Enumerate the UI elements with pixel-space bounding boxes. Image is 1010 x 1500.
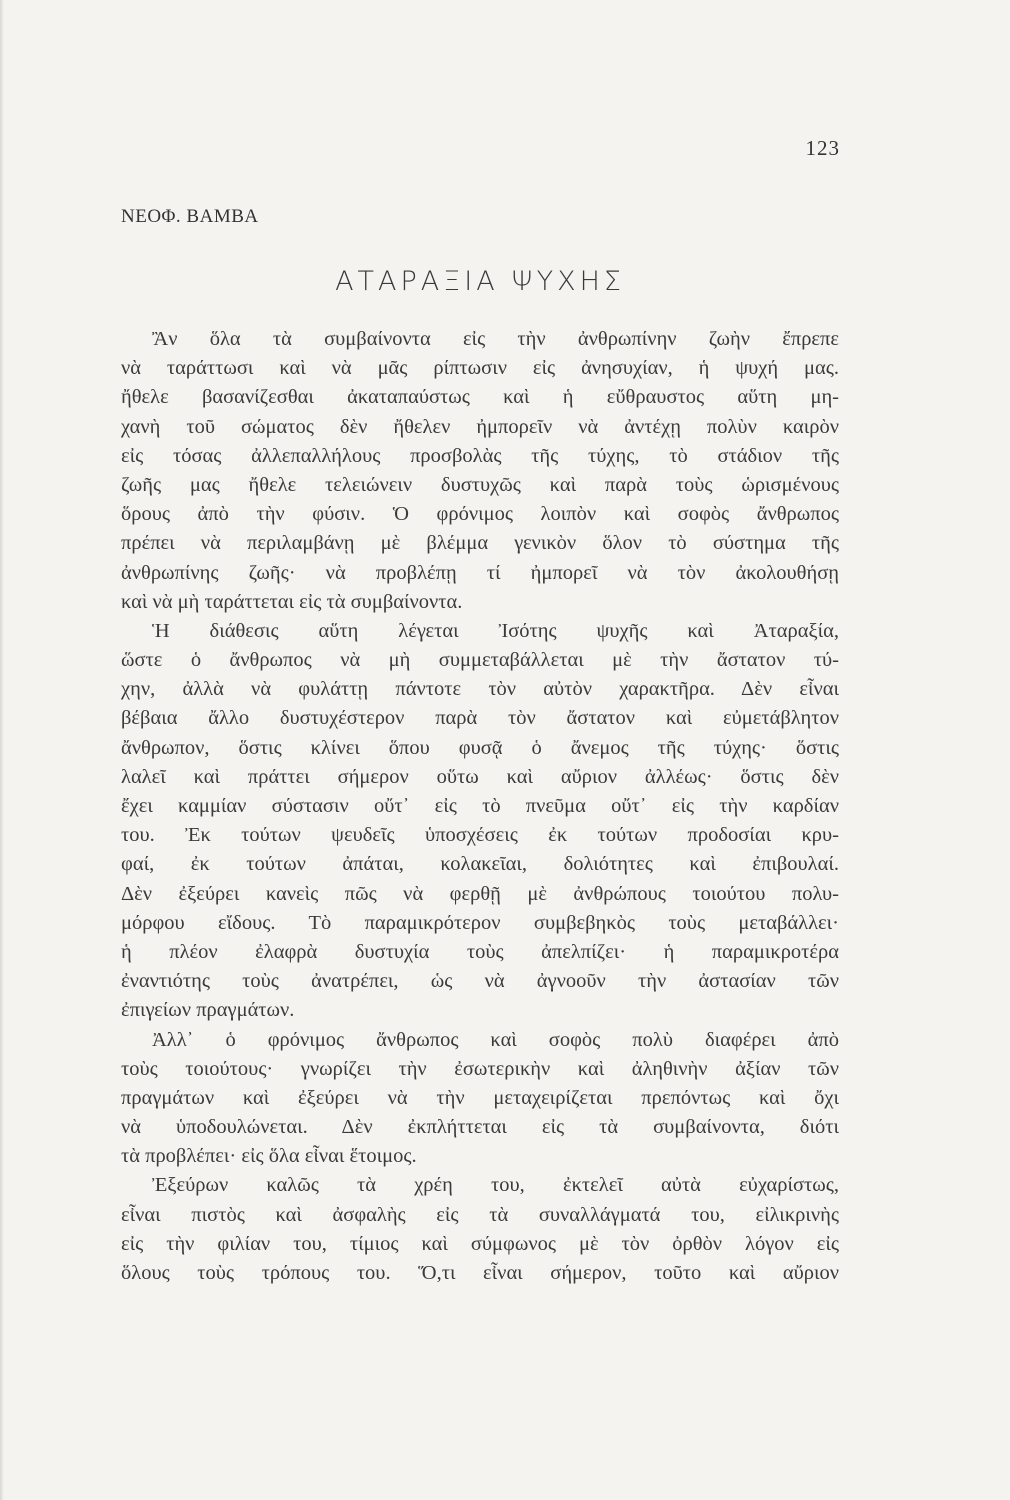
text-line: χην, ἀλλὰ νὰ φυλάττῃ πάντοτε τὸν αὐτὸν χαρακτῆρα. Δὲν εἶναι bbox=[121, 678, 839, 701]
text-line: Ἡ διάθεσις αὕτη λέγεται Ἰσότης ψυχῆς καὶ Ἀταραξία, bbox=[152, 619, 839, 642]
text-line: μόρφου εἴδους. Τὸ παραμικρότερον συμβεβηκὸς τοὺς μεταβάλλει· bbox=[121, 911, 839, 934]
author-name: ΝΕΟΦ. ΒΑΜΒΑ bbox=[121, 206, 259, 227]
text-line: ἀνθρωπίνης ζωῆς· νὰ προβλέπῃ τί ἠμπορεῖ νὰ τὸν ἀκολουθήσῃ bbox=[121, 561, 839, 584]
text-line: ἤθελε βασανίζεσθαι ἀκαταπαύστως καὶ ἡ εὔθραυστος αὕτη μη- bbox=[121, 386, 839, 409]
text-line: ζωῆς μας ἤθελε τελειώνειν δυστυχῶς καὶ παρὰ τοὺς ὡρισμένους bbox=[121, 473, 839, 496]
text-line: ἐπιγείων πραγμάτων. bbox=[121, 999, 295, 1022]
chapter-title: ΑΤΑΡΑΞΙΑ ΨΥΧΗΣ bbox=[335, 266, 625, 297]
text-line: φαί, ἐκ τούτων ἀπάται, κολακεῖαι, δολιότητες καὶ ἐπιβουλαί. bbox=[121, 853, 839, 876]
text-line: τὰ προβλέπει· εἰς ὅλα εἶναι ἕτοιμος. bbox=[121, 1145, 417, 1168]
text-line: λαλεῖ καὶ πράττει σήμερον οὕτω καὶ αὔριον ἀλλέως· ὅστις δὲν bbox=[121, 765, 839, 788]
text-line: ἔχει καμμίαν σύστασιν οὔτ᾽ εἰς τὸ πνεῦμα οὔτ᾽ εἰς τὴν καρδίαν bbox=[121, 795, 839, 817]
text-line: Ἂν ὅλα τὰ συμβαίνοντα εἰς τὴν ἀνθρωπίνην ζωὴν ἔπρεπε bbox=[152, 328, 839, 350]
text-line: πρέπει νὰ περιλαμβάνῃ μὲ βλέμμα γενικὸν ὅλον τὸ σύστημα τῆς bbox=[121, 532, 839, 555]
text-line: εἰς τόσας ἀλλεπαλλήλους προσβολὰς τῆς τύχης, τὸ στάδιον τῆς bbox=[121, 444, 839, 467]
page-edge bbox=[0, 0, 4, 1500]
text-line: ἄνθρωπον, ὅστις κλίνει ὅπου φυσᾷ ὁ ἄνεμος τῆς τύχης· ὅστις bbox=[121, 736, 839, 759]
text-line: νὰ ταράττωσι καὶ νὰ μᾶς ρίπτωσιν εἰς ἀνησυχίαν, ἡ ψυχή μας. bbox=[121, 357, 839, 380]
text-line: εἰς τὴν φιλίαν του, τίμιος καὶ σύμφωνος μὲ τὸν ὀρθὸν λόγον εἰς bbox=[121, 1232, 839, 1255]
body-text bbox=[121, 325, 839, 1288]
text-line: εἶναι πιστὸς καὶ ἀσφαλὴς εἰς τὰ συναλλάγματά του, εἰλικρινὴς bbox=[121, 1203, 839, 1226]
text-line: Δὲν ἐξεύρει κανεὶς πῶς νὰ φερθῇ μὲ ἀνθρώπους τοιούτου πολυ- bbox=[121, 882, 839, 905]
text-line: του. Ἐκ τούτων ψευδεῖς ὑποσχέσεις ἐκ τούτων προδοσίαι κρυ- bbox=[121, 824, 839, 847]
text-line: νὰ ὑποδουλώνεται. Δὲν ἐκπλήττεται εἰς τὰ συμβαίνοντα, διότι bbox=[121, 1116, 839, 1139]
text-line: ἐναντιότης τοὺς ἀνατρέπει, ὡς νὰ ἀγνοοῦν τὴν ἀστασίαν τῶν bbox=[121, 970, 839, 993]
text-line: πραγμάτων καὶ ἐξεύρει νὰ τὴν μεταχειρίζεται πρεπόντως καὶ ὄχι bbox=[121, 1086, 839, 1109]
text-line: τοὺς τοιούτους· γνωρίζει τὴν ἐσωτερικὴν καὶ ἀληθινὴν ἀξίαν τῶν bbox=[121, 1057, 839, 1080]
text-line: ὅλους τοὺς τρόπους του. Ὅ,τι εἶναι σήμερον, τοῦτο καὶ αὔριον bbox=[121, 1262, 839, 1284]
text-line: βέβαια ἄλλο δυστυχέστερον παρὰ τὸν ἄστατον καὶ εὐμετάβλητον bbox=[121, 707, 839, 730]
text-line: Ἀλλ᾽ ὁ φρόνιμος ἄνθρωπος καὶ σοφὸς πολὺ διαφέρει ἀπὸ bbox=[152, 1028, 839, 1051]
text-line: χανὴ τοῦ σώματος δὲν ἤθελεν ἠμπορεῖν νὰ ἀντέχῃ πολὺν καιρὸν bbox=[121, 415, 839, 438]
text-line: καὶ νὰ μὴ ταράττεται εἰς τὰ συμβαίνοντα. bbox=[121, 590, 463, 613]
text-line: Ἐξεύρων καλῶς τὰ χρέη του, ἐκτελεῖ αὐτὰ εὐχαρίστως, bbox=[152, 1174, 839, 1197]
page-number: 123 bbox=[805, 136, 840, 160]
text-line: ὅρους ἀπὸ τὴν φύσιν. Ὁ φρόνιμος λοιπὸν καὶ σοφὸς ἄνθρωπος bbox=[121, 503, 839, 526]
text-line: ὥστε ὁ ἄνθρωπος νὰ μὴ συμμεταβάλλεται μὲ τὴν ἄστατον τύ- bbox=[121, 649, 839, 672]
text-line: ἡ πλέον ἐλαφρὰ δυστυχία τοὺς ἀπελπίζει· ἡ παραμικροτέρα bbox=[121, 940, 839, 963]
